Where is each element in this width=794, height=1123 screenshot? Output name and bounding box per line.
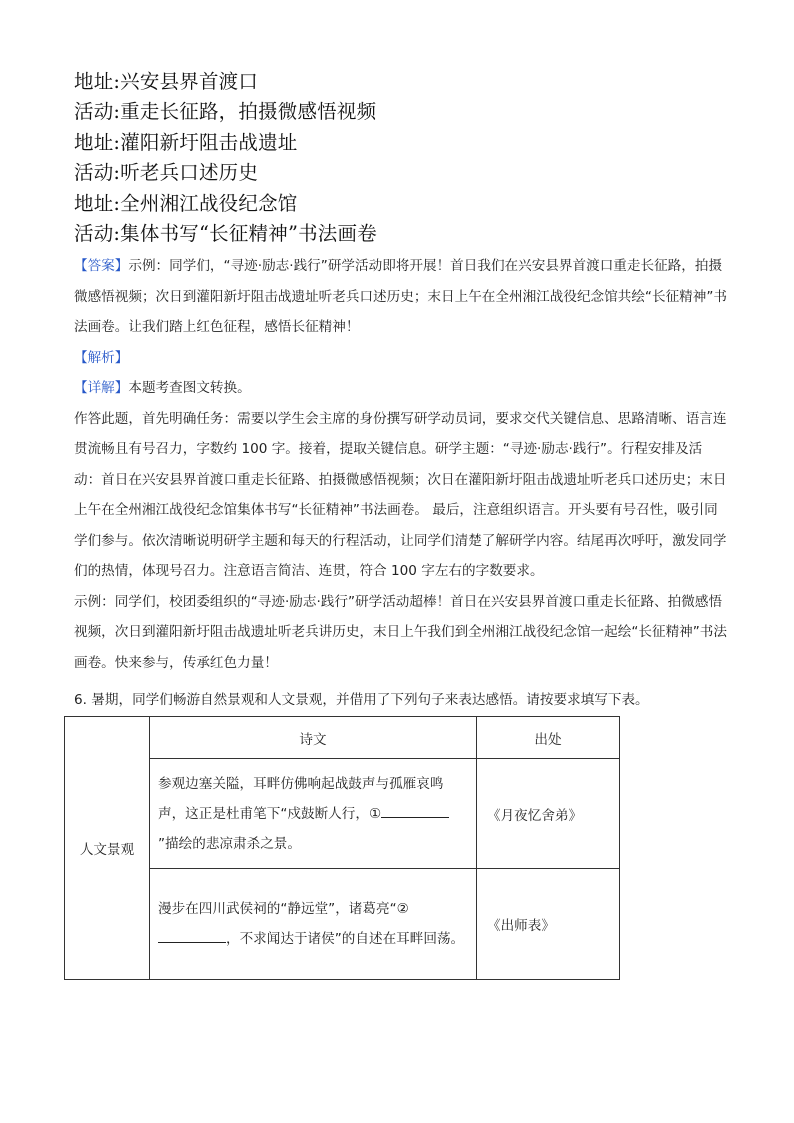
detail-tag: 【详解】 — [74, 380, 129, 396]
address-line-3: 地址:全州湘江战役纪念馆 — [74, 192, 298, 215]
question-6: 6. 暑期，同学们畅游自然景观和人文景观，并借用了下列句子来表达感悟。请按要求填写下表。 — [74, 692, 649, 708]
detail-intro-text: 本题考查图文转换。 — [128, 380, 251, 396]
header-poem: 诗文 — [150, 717, 477, 759]
analysis-tag: 【解析】 — [74, 349, 129, 366]
source-cell-1: 《月夜忆舍弟》 — [477, 759, 620, 869]
header-source: 出处 — [477, 717, 620, 759]
address-line-2: 地址:灌阳新圩阻击战遗址 — [74, 131, 298, 154]
answer-section — [74, 251, 729, 678]
activity-line-1: 活动:重走长征路，拍摄微感悟视频 — [74, 100, 377, 123]
address-line-1: 地址:兴安县界首渡口 — [74, 70, 259, 93]
answer-blank-1[interactable] — [381, 803, 449, 818]
answer-paragraph — [74, 251, 729, 343]
activity-line-3: 活动:集体书写“长征精神”书法画卷 — [74, 222, 377, 245]
detail-body: 作答此题，首先明确任务：需要以学生会主席的身份撰写研学动员词，要求交代关键信息、思路清晰、语言连贯流畅且有号召力，字数约 100 字。接着，提取关键信息。研学主题：“寻迹·励志·践行”。行程安排及活动：首日在兴安县界首渡口重走长征路、拍摄微感悟视频；次日在灌阳新圩阻击战遗址听老兵口述历史；末日上午在全州湘江战役纪念馆集体书写“长征精神”书法画卷。 最后，注意组织语言。开头要有号召性，吸引同学们参与。依次清晰说明研学主题和每天的行程活动，让同学们清楚了解研学内容。结尾再次呼吁，激发同学们的热情，体现号召力。注意语言简洁、连贯，符合 100 字左右的字数要求。 — [74, 410, 727, 579]
answer-blank-2[interactable] — [158, 928, 226, 943]
answer-tag: 【答案】 — [74, 258, 129, 274]
poem-cell-2: 漫步在四川武侯祠的“静远堂”，诸葛亮“②，不求闻达于诸侯”的自述在耳畔回荡。 — [150, 869, 477, 980]
poem-table — [64, 716, 620, 980]
detail-example: 示例：同学们，校团委组织的“寻迹·励志·践行”研学活动超棒！首日在兴安县界首渡口重走长征路、拍微感悟视频，次日到灌阳新圩阻击战遗址听老兵讲历史，末日上午我们到全州湘江战役纪念馆一起绘“长征精神”书法画卷。快来参与，传承红色力量！ — [74, 593, 727, 671]
category-cell: 人文景观 — [65, 717, 150, 980]
answer-text: 示例：同学们，“寻迹·励志·践行”研学活动即将开展！首日我们在兴安县界首渡口重走长征路，拍摄微感悟视频；次日到灌阳新圩阻击战遗址听老兵口述历史；末日上午在全州湘江战役纪念馆共绘“长征精神”书法画卷。让我们踏上红色征程，感悟长征精神！ — [74, 258, 727, 335]
source-cell-2: 《出师表》 — [477, 869, 620, 980]
detail-intro — [74, 373, 729, 404]
poem-cell-1: 参观边塞关隘，耳畔仿佛响起战鼓声与孤雁哀鸣声，这正是杜甫笔下“戍鼓断人行，①”描绘的悲凉肃杀之景。 — [150, 759, 477, 869]
activity-line-2: 活动:听老兵口述历史 — [74, 161, 259, 184]
